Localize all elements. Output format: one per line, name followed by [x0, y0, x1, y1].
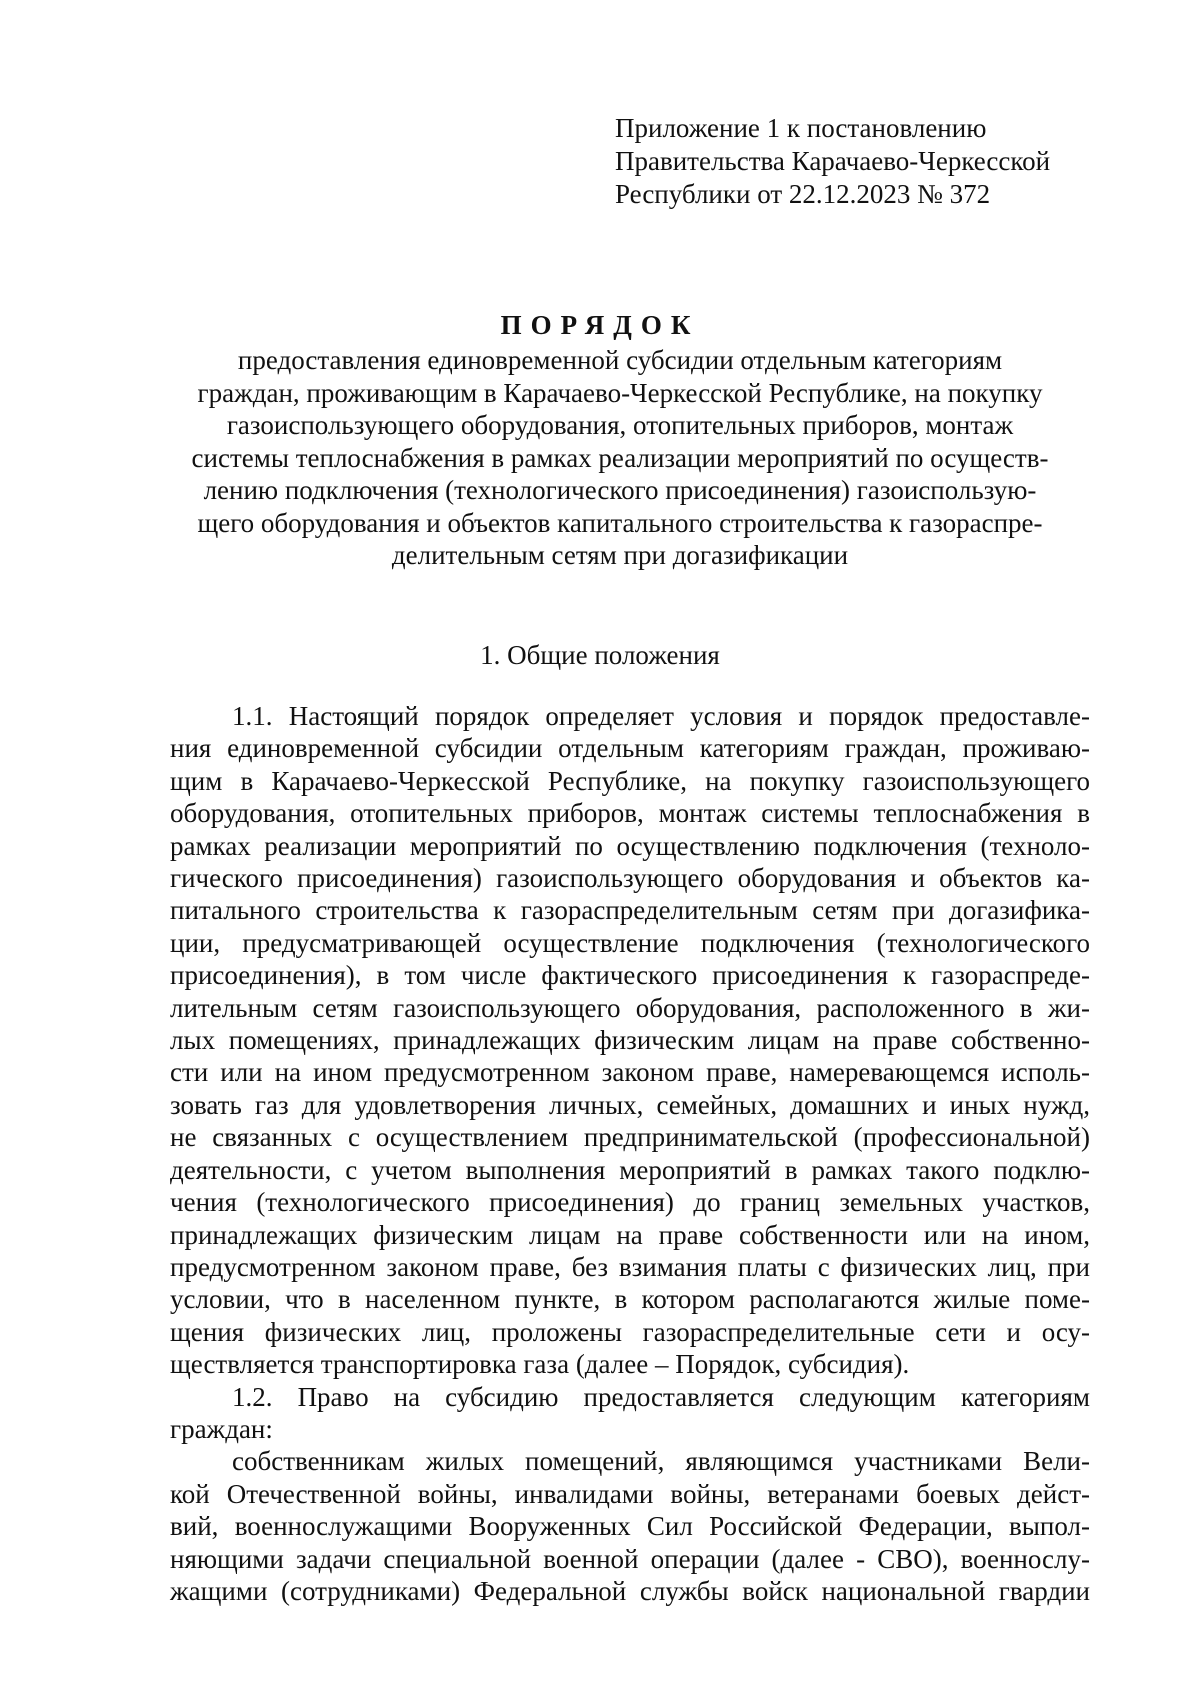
text-line: предусмотренном законом праве, без взимания платы с физических лиц, при — [170, 1251, 1090, 1282]
text-line: граждан: — [170, 1413, 273, 1444]
annex-line: Республики от 22.12.2023 № 372 — [615, 179, 991, 209]
text-line: сти или на ином предусмотренном законом праве, намеревающемся исполь- — [170, 1057, 1090, 1088]
text-line: ции, предусматривающей осуществление подключения (технологического — [170, 927, 1090, 958]
text-line: щим в Карачаево-Черкесской Республике, на покупку газоиспользующего — [170, 765, 1090, 796]
text-line: няющими задачи специальной военной операции (далее - СВО), военнослу- — [170, 1543, 1090, 1574]
subtitle-line: граждан, проживающим в Карачаево-Черкесской Республике, на покупку — [197, 377, 1043, 408]
text-line: деятельности, с учетом выполнения мероприятий в рамках такого подклю- — [170, 1154, 1090, 1185]
text-line: лительным сетям газоиспользующего оборудования, расположенного в жи- — [170, 992, 1090, 1023]
subtitle-line: лению подключения (технологического присоединения) газоиспользую- — [203, 475, 1037, 505]
text-line: не связанных с осуществлением предпринимательской (профессиональной) — [170, 1122, 1090, 1153]
text-line: жащими (сотрудниками) Федеральной службы войск национальной гвардии — [170, 1575, 1090, 1606]
subtitle-line: щего оборудования и объектов капитального строительства к газораспре- — [197, 507, 1043, 538]
annex-line: Приложение 1 к постановлению — [615, 113, 987, 143]
text-line: условии, что в населенном пункте, в котором располагаются жилые поме- — [170, 1284, 1090, 1315]
subtitle-line: газоиспользующего оборудования, отопительных приборов, монтаж — [226, 410, 1014, 440]
paragraph-1-1 — [170, 700, 1090, 1381]
text-line: лых помещениях, принадлежащих физическим лицам на праве собственно- — [170, 1025, 1090, 1056]
text-line: рамках реализации мероприятий по осуществлению подключения (техноло- — [170, 830, 1090, 861]
document-title: ПОРЯДОК — [500, 310, 700, 340]
text-line: ществляется транспортировка газа (далее – Порядок, субсидия). — [170, 1349, 910, 1380]
subtitle-line: предоставления единовременной субсидии отдельным категориям — [237, 345, 1003, 375]
paragraph-owners — [170, 1445, 1090, 1607]
subtitle-line: системы теплоснабжения в рамках реализации мероприятий по осуществ- — [191, 442, 1049, 473]
text-line: ния единовременной субсидии отдельным категориям граждан, проживаю- — [170, 733, 1090, 764]
text-line: питального строительства к газораспределительным сетям при догазифика- — [170, 895, 1090, 926]
subtitle-line: делительным сетям при догазификации — [391, 540, 849, 570]
text-line: оборудования, отопительных приборов, монтаж системы теплоснабжения в — [170, 798, 1090, 829]
text-line: 1.2. Право на субсидию предоставляется следующим категориям — [232, 1381, 1090, 1412]
text-line: гического присоединения) газоиспользующего оборудования и объектов ка- — [170, 863, 1090, 894]
paragraph-1-2 — [170, 1381, 1090, 1446]
document-subtitle — [160, 344, 1080, 572]
annex-line: Правительства Карачаево-Черкесской — [615, 146, 1051, 176]
text-line: зовать газ для удовлетворения личных, семейных, домашних и иных нужд, — [170, 1089, 1090, 1120]
text-line: чения (технологического присоединения) до границ земельных участков, — [170, 1187, 1090, 1218]
text-line: собственникам жилых помещений, являющимся участниками Вели- — [232, 1446, 1090, 1477]
text-line: щения физических лиц, проложены газораспределительные сети и осу- — [170, 1316, 1090, 1347]
text-line: вий, военнослужащими Вооруженных Сил Российской Федерации, выпол- — [170, 1511, 1090, 1542]
text-line: 1.1. Настоящий порядок определяет условия и порядок предоставле- — [232, 701, 1090, 731]
text-line: принадлежащих физическим лицам на праве собственности или на ином, — [170, 1219, 1090, 1250]
body-text — [170, 700, 1090, 1607]
text-line: присоединения), в том числе фактического присоединения к газораспреде- — [170, 960, 1090, 991]
text-line: кой Отечественной войны, инвалидами войны, ветеранами боевых дейст- — [170, 1478, 1090, 1509]
section-heading: 1. Общие положения — [480, 640, 720, 670]
annex-reference — [615, 112, 1135, 211]
